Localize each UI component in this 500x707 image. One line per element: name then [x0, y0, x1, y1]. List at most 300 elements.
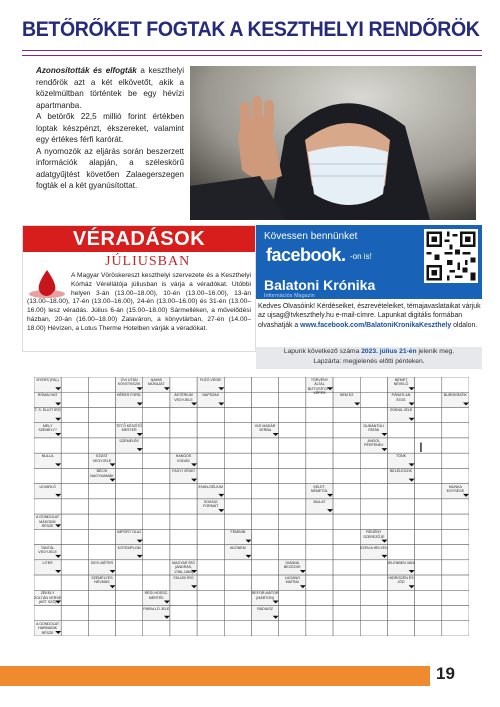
- answer-cell[interactable]: [252, 529, 279, 544]
- answer-cell[interactable]: [61, 453, 88, 468]
- answer-cell[interactable]: [34, 438, 61, 453]
- crossword-clue: FLÉÓ VÉGE!: [200, 378, 222, 382]
- answer-cell[interactable]: [116, 484, 143, 499]
- answer-cell[interactable]: [170, 484, 197, 499]
- answer-cell[interactable]: [34, 575, 61, 590]
- crossword-clue: VIZI MADÁR VERBA: [254, 423, 276, 433]
- answer-cell[interactable]: [61, 392, 88, 407]
- answer-cell[interactable]: [197, 453, 224, 468]
- crossword-clue: LUGANO MATRAI: [284, 576, 300, 585]
- answer-cell[interactable]: [143, 499, 170, 514]
- page-headline: BETŐRŐKET FOGTAK A KESZTHELYI RENDŐRÖK: [22, 18, 480, 41]
- answer-cell[interactable]: [442, 575, 469, 590]
- answer-cell[interactable]: [61, 590, 88, 605]
- answer-cell[interactable]: [88, 438, 115, 453]
- article-paragraph-3: A nyomozók az eljárás során beszerzett információk alapján, a széleskörű adatgyűjtést követően Zalaegerszegen fogták el a két gyanúsítottat.: [36, 146, 184, 190]
- answer-cell[interactable]: [442, 423, 469, 438]
- answer-cell[interactable]: [442, 438, 469, 453]
- answer-cell[interactable]: [197, 590, 224, 605]
- answer-cell[interactable]: [197, 606, 224, 621]
- headline-rule-bottom: [22, 55, 482, 56]
- facebook-link[interactable]: www.facebook.com/BalatoniKronikaKeszthely: [300, 321, 452, 329]
- crossword-clue: BÉCSI NAGYMAMÁK: [90, 469, 114, 478]
- crossword-clue: RÓMAI HAT: [37, 393, 58, 398]
- answer-cell[interactable]: [442, 377, 469, 392]
- answer-cell[interactable]: [442, 606, 469, 621]
- answer-cell[interactable]: [306, 438, 333, 453]
- answer-cell[interactable]: [143, 407, 170, 422]
- answer-cell[interactable]: [415, 377, 442, 392]
- answer-cell[interactable]: [360, 560, 387, 575]
- answer-cell[interactable]: [387, 590, 414, 605]
- crossword-clue: HANGOS KODÁS: [175, 454, 192, 463]
- answer-cell[interactable]: [116, 560, 143, 575]
- answer-cell[interactable]: [333, 545, 360, 560]
- answer-cell[interactable]: [279, 484, 306, 499]
- answer-cell[interactable]: [306, 560, 333, 575]
- crossword-clue: LITER: [42, 560, 53, 565]
- crossword-clue: HAMIS MŰSAJÁT: [147, 378, 165, 387]
- answer-cell[interactable]: [387, 545, 414, 560]
- answer-cell[interactable]: [333, 484, 360, 499]
- facebook-follow-text: Kövessen bennünket: [264, 231, 358, 242]
- answer-cell[interactable]: [143, 453, 170, 468]
- answer-cell[interactable]: [197, 438, 224, 453]
- answer-cell[interactable]: [88, 484, 115, 499]
- answer-cell[interactable]: [387, 484, 414, 499]
- answer-cell[interactable]: [333, 377, 360, 392]
- answer-cell[interactable]: [197, 514, 224, 529]
- crossword-clue: TÖNK: [396, 454, 407, 459]
- crossword-clue: NULLA: [41, 454, 54, 459]
- text-cursor-icon: I: [419, 439, 423, 455]
- answer-cell[interactable]: [279, 392, 306, 407]
- crossword-clue: KÖTEMPLOM: [117, 545, 141, 550]
- answer-cell[interactable]: [442, 529, 469, 544]
- answer-cell[interactable]: [224, 377, 251, 392]
- answer-cell[interactable]: [143, 560, 170, 575]
- answer-cell[interactable]: [279, 606, 306, 621]
- crossword-clue: DIANNA BECÉZVE: [283, 560, 301, 570]
- answer-cell[interactable]: [197, 560, 224, 575]
- answer-cell[interactable]: [252, 499, 279, 514]
- answer-cell[interactable]: [61, 438, 88, 453]
- page-number: 19: [436, 664, 455, 683]
- answer-cell[interactable]: [116, 514, 143, 529]
- crossword-clue: MUNKA EGYSÉGE: [446, 484, 465, 494]
- crossword-clue: NYERS (FAL): [36, 378, 59, 382]
- crossword-clue: RÉGI HOSSZ-MÉRTÉK: [144, 591, 169, 600]
- answer-cell[interactable]: [34, 499, 61, 514]
- answer-cell[interactable]: [387, 529, 414, 544]
- answer-cell[interactable]: [224, 484, 251, 499]
- answer-cell[interactable]: [279, 377, 306, 392]
- next-issue-date: 2023. július 21-én: [361, 348, 417, 355]
- crossword-clue: FAGYI VÉGE!: [172, 469, 195, 474]
- crossword-clue: ANGOL PÉRFÉNEV: [364, 438, 384, 448]
- crossword-clue: RÁDIUSZ: [257, 606, 273, 611]
- answer-cell[interactable]: [306, 606, 333, 621]
- answer-cell[interactable]: [143, 468, 170, 483]
- answer-cell[interactable]: [224, 407, 251, 422]
- answer-cell[interactable]: [306, 590, 333, 605]
- answer-cell[interactable]: [306, 529, 333, 544]
- answer-cell[interactable]: [360, 392, 387, 407]
- answer-cell[interactable]: [170, 499, 197, 514]
- answer-cell[interactable]: [279, 438, 306, 453]
- answer-cell[interactable]: [116, 499, 143, 514]
- answer-cell[interactable]: [333, 560, 360, 575]
- answer-cell[interactable]: [252, 560, 279, 575]
- answer-cell[interactable]: [224, 575, 251, 590]
- crossword-clue: DUNÁNTÚLI PATAK: [363, 423, 385, 433]
- answer-cell[interactable]: [224, 438, 251, 453]
- answer-cell[interactable]: [279, 407, 306, 422]
- answer-cell[interactable]: [197, 621, 224, 636]
- answer-cell[interactable]: [442, 560, 469, 575]
- answer-cell[interactable]: [143, 514, 170, 529]
- crossword-clue: EZÜST VEGYJELE: [92, 454, 112, 463]
- answer-cell[interactable]: [116, 453, 143, 468]
- answer-cell[interactable]: [333, 590, 360, 605]
- answer-cell[interactable]: [333, 438, 360, 453]
- answer-cell[interactable]: [333, 499, 360, 514]
- answer-cell[interactable]: [333, 423, 360, 438]
- facebook-text-2: oldalon.: [453, 321, 478, 329]
- answer-cell[interactable]: [252, 438, 279, 453]
- answer-cell[interactable]: [279, 468, 306, 483]
- answer-cell[interactable]: [143, 484, 170, 499]
- answer-cell[interactable]: [387, 423, 414, 438]
- crossword-clue: TETŐ KÉSZÍTŐ MESTER: [116, 423, 143, 433]
- crossword-clue: HIDROGÉN ÉS JÓD: [388, 576, 414, 585]
- facebook-info-text: [258, 302, 482, 330]
- answer-cell[interactable]: [415, 606, 442, 621]
- crossword-clue: MULAT: [313, 499, 326, 504]
- answer-cell[interactable]: [415, 453, 442, 468]
- crossword-clue: ZOKNIL JELE: [389, 408, 413, 413]
- answer-cell[interactable]: [360, 453, 387, 468]
- answer-cell[interactable]: [170, 545, 197, 560]
- answer-cell[interactable]: [415, 560, 442, 575]
- answer-cell[interactable]: [197, 468, 224, 483]
- answer-cell[interactable]: [88, 545, 115, 560]
- answer-cell[interactable]: [306, 453, 333, 468]
- answer-cell[interactable]: [34, 529, 61, 544]
- answer-cell[interactable]: [442, 621, 469, 636]
- answer-cell[interactable]: [88, 529, 115, 544]
- crossword-clue: REGÉNY SZEREZŐJE: [363, 530, 385, 539]
- crossword-clue: ÜZEMELÉK: [119, 438, 139, 443]
- veradas-title: VÉRADÁSOK: [23, 226, 255, 252]
- answer-cell[interactable]: [306, 423, 333, 438]
- answer-cell[interactable]: [197, 423, 224, 438]
- next-issue-post: jelenik meg.: [418, 348, 455, 355]
- answer-cell[interactable]: [360, 606, 387, 621]
- answer-cell[interactable]: [252, 468, 279, 483]
- crossword-clue: A GONDOLAT HARMADIK RÉSZE: [36, 621, 60, 635]
- answer-cell[interactable]: [279, 529, 306, 544]
- answer-cell[interactable]: [415, 621, 442, 636]
- answer-cell[interactable]: [387, 621, 414, 636]
- crossword-clue: SOKÁIG FORMÁT: [203, 499, 219, 509]
- crossword-clue: DEYI-MÉTER: [90, 560, 114, 565]
- answer-cell[interactable]: [252, 392, 279, 407]
- veradas-body: [27, 272, 251, 334]
- answer-cell[interactable]: [170, 423, 197, 438]
- answer-cell[interactable]: [116, 407, 143, 422]
- next-issue-pre: Lapunk következő száma: [283, 348, 360, 355]
- magazine-title: Balatoni Krónika: [264, 277, 376, 293]
- answer-cell[interactable]: [88, 377, 115, 392]
- answer-cell[interactable]: [333, 529, 360, 544]
- answer-cell[interactable]: [34, 468, 61, 483]
- answer-cell[interactable]: [279, 545, 306, 560]
- answer-cell[interactable]: [143, 621, 170, 636]
- crossword-clue: LEVARLÓ: [39, 484, 56, 489]
- answer-cell[interactable]: [224, 453, 251, 468]
- answer-cell[interactable]: [88, 423, 115, 438]
- answer-cell[interactable]: [116, 606, 143, 621]
- answer-cell[interactable]: [279, 453, 306, 468]
- answer-cell[interactable]: [61, 606, 88, 621]
- answer-cell[interactable]: [224, 514, 251, 529]
- answer-cell[interactable]: [170, 407, 197, 422]
- crossword-clue: T. S. ELIOT ÍRÓ: [34, 408, 61, 413]
- answer-cell[interactable]: [415, 529, 442, 544]
- crossword-clue: TÖRVÉNY ÁLTAL BIZTOSÍTOTT KÉPES: [307, 378, 332, 396]
- answer-cell[interactable]: [170, 377, 197, 392]
- answer-cell[interactable]: [360, 499, 387, 514]
- magazine-subtitle: Információs Magazin: [264, 293, 315, 299]
- veradas-text: A Magyar Vöröskereszt keszthelyi szervezete és a Keszthelyi Kórház Vérellátója júliusban is várja a véradókat. Utóbbi helyen 3-án (13.00–18.00), 10-én (13.00–16.00), 13-án (13.00–18.00), 17-én (13.00–16.00), 24-én (13.00–16.00) és 31-én (13.00–16.00) lesz véradás. Július 6-án (15.00–18.00) Sármelléken, a művelődési házban, 20-án (16.00–18.00) Zalaváron, a könyvtárban, 27-én (14.00–18.00) Hévízen, a Lotus Therme Hotelben várják a véradókat.: [27, 272, 251, 332]
- answer-cell[interactable]: [224, 499, 251, 514]
- answer-cell[interactable]: [252, 545, 279, 560]
- answer-cell[interactable]: [387, 606, 414, 621]
- answer-cell[interactable]: [306, 545, 333, 560]
- answer-cell[interactable]: [279, 499, 306, 514]
- answer-cell[interactable]: [61, 529, 88, 544]
- answer-cell[interactable]: [306, 621, 333, 636]
- answer-cell[interactable]: [116, 621, 143, 636]
- answer-cell[interactable]: [415, 590, 442, 605]
- answer-cell[interactable]: [387, 514, 414, 529]
- blood-drop-icon: [27, 268, 67, 298]
- answer-cell[interactable]: [306, 468, 333, 483]
- answer-cell[interactable]: [61, 499, 88, 514]
- answer-cell[interactable]: [143, 423, 170, 438]
- facebook-banner: [256, 225, 482, 299]
- answer-cell[interactable]: [415, 484, 442, 499]
- answer-cell[interactable]: [170, 590, 197, 605]
- answer-cell[interactable]: [88, 621, 115, 636]
- answer-cell[interactable]: [88, 407, 115, 422]
- answer-cell[interactable]: [252, 484, 279, 499]
- answer-cell[interactable]: [333, 407, 360, 422]
- answer-cell[interactable]: [442, 545, 469, 560]
- answer-cell[interactable]: [387, 499, 414, 514]
- answer-cell[interactable]: [116, 575, 143, 590]
- answer-cell[interactable]: [61, 407, 88, 422]
- crossword-clue: ADÓNEM: [230, 545, 246, 550]
- answer-cell[interactable]: [197, 407, 224, 422]
- answer-cell[interactable]: [88, 514, 115, 529]
- answer-cell[interactable]: [61, 377, 88, 392]
- answer-cell[interactable]: [143, 529, 170, 544]
- next-issue-deadline: Lapzárta: megjelenés előtti pénteken.: [313, 357, 425, 365]
- answer-cell[interactable]: [61, 621, 88, 636]
- answer-cell[interactable]: [224, 621, 251, 636]
- answer-cell[interactable]: [360, 590, 387, 605]
- article-paragraph-1: a keszthelyi rendőrök azt a két elkövetőt, akik a közelmúltban történtek be egy hévízi apartmanba.: [36, 66, 184, 110]
- answer-cell[interactable]: [197, 529, 224, 544]
- crossword-clue: IMPORT OLAJ: [117, 530, 142, 535]
- crossword: [34, 377, 469, 636]
- answer-cell[interactable]: [88, 392, 115, 407]
- answer-cell[interactable]: [306, 514, 333, 529]
- answer-cell[interactable]: [442, 514, 469, 529]
- facebook-onis-text: -on is!: [350, 252, 372, 261]
- answer-cell[interactable]: [360, 575, 387, 590]
- answer-cell[interactable]: [387, 438, 414, 453]
- answer-cell[interactable]: [360, 468, 387, 483]
- answer-cell[interactable]: [442, 468, 469, 483]
- answer-cell[interactable]: [415, 392, 442, 407]
- answer-cell[interactable]: [415, 545, 442, 560]
- answer-cell[interactable]: [143, 545, 170, 560]
- qr-code-icon[interactable]: [424, 229, 478, 283]
- answer-cell[interactable]: [360, 407, 387, 422]
- crossword-clue: ÁKTÉRIUM VEGYJELE: [174, 393, 193, 402]
- answer-cell[interactable]: [61, 468, 88, 483]
- footer-bar: [0, 666, 430, 686]
- answer-cell[interactable]: [306, 575, 333, 590]
- answer-cell[interactable]: [415, 514, 442, 529]
- answer-cell[interactable]: [279, 514, 306, 529]
- answer-cell[interactable]: [252, 453, 279, 468]
- answer-cell[interactable]: [143, 575, 170, 590]
- answer-cell[interactable]: [61, 545, 88, 560]
- answer-cell[interactable]: [252, 377, 279, 392]
- answer-cell[interactable]: [442, 499, 469, 514]
- answer-cell[interactable]: [143, 392, 170, 407]
- answer-cell[interactable]: [224, 423, 251, 438]
- answer-cell[interactable]: [170, 529, 197, 544]
- crossword-clue: EVAN-GÉLIUM: [198, 484, 223, 489]
- crossword-clue: BUROKRATIK: [443, 393, 467, 398]
- facebook-logo: facebook.: [266, 245, 346, 265]
- answer-cell[interactable]: [170, 621, 197, 636]
- answer-cell[interactable]: [116, 590, 143, 605]
- answer-cell[interactable]: [88, 590, 115, 605]
- answer-cell[interactable]: [170, 514, 197, 529]
- answer-cell[interactable]: [252, 575, 279, 590]
- answer-cell[interactable]: [252, 621, 279, 636]
- crossword-clue: TANTÁL VEGYJELE: [38, 545, 57, 554]
- crossword-clue: SZEMÉLYES NÉVMÁS: [91, 576, 113, 585]
- veradas-box: [22, 225, 256, 352]
- veradas-subtitle: JÚLIUSBAN: [105, 254, 191, 269]
- answer-cell[interactable]: [116, 468, 143, 483]
- next-issue-box: [256, 347, 482, 369]
- answer-cell[interactable]: [143, 438, 170, 453]
- answer-cell[interactable]: [252, 407, 279, 422]
- answer-cell[interactable]: [224, 468, 251, 483]
- answer-cell[interactable]: [333, 514, 360, 529]
- answer-cell[interactable]: [224, 392, 251, 407]
- crossword-clue: MELY SZEMÉLY?: [38, 423, 57, 433]
- answer-cell[interactable]: [170, 438, 197, 453]
- answer-cell[interactable]: [333, 468, 360, 483]
- answer-cell[interactable]: [61, 484, 88, 499]
- answer-cell[interactable]: [415, 499, 442, 514]
- answer-cell[interactable]: [197, 575, 224, 590]
- crossword-clue: FALUDI ÍRÓ: [173, 576, 194, 581]
- crossword-clue: FEMININ: [230, 530, 246, 535]
- answer-cell[interactable]: [170, 606, 197, 621]
- answer-cell[interactable]: [61, 560, 88, 575]
- answer-cell[interactable]: [360, 514, 387, 529]
- answer-cell[interactable]: [333, 575, 360, 590]
- answer-cell[interactable]: [442, 590, 469, 605]
- answer-cell[interactable]: [442, 453, 469, 468]
- crossword-clue: NAPSZAK: [202, 393, 220, 398]
- crossword-clue: ÓVI UTÁN KÖVETKEZIK: [117, 378, 141, 387]
- answer-cell[interactable]: [224, 560, 251, 575]
- crossword-clue: NEM EZ: [339, 393, 354, 398]
- answer-cell[interactable]: [279, 590, 306, 605]
- answer-cell[interactable]: [88, 606, 115, 621]
- answer-cell[interactable]: [306, 407, 333, 422]
- answer-cell[interactable]: [61, 514, 88, 529]
- answer-cell[interactable]: [34, 606, 61, 621]
- answer-cell[interactable]: [61, 575, 88, 590]
- answer-cell[interactable]: [88, 499, 115, 514]
- answer-cell[interactable]: [415, 468, 442, 483]
- answer-cell[interactable]: [333, 606, 360, 621]
- answer-cell[interactable]: [224, 590, 251, 605]
- crossword-clue: KELET, NÉMETÜL: [310, 484, 329, 494]
- answer-cell[interactable]: [415, 575, 442, 590]
- answer-cell[interactable]: [197, 545, 224, 560]
- answer-cell[interactable]: [279, 621, 306, 636]
- crossword-clue: JELENBEN VAN!: [387, 560, 415, 565]
- crossword-clue: MAGYAR ÍRÓ (ANDRÁS, 1786–1864): [172, 560, 195, 574]
- answer-cell[interactable]: [415, 423, 442, 438]
- answer-cell[interactable]: [442, 407, 469, 422]
- answer-cell[interactable]: [252, 514, 279, 529]
- facebook-text-1: Kedves Olvasóink! Kérdéseiket, észrevételeiket, témajavaslataikat várjuk az ujsag@tvkeszthely.hu e-mail-címre. Lapunkat digitális formában olvashatják a: [258, 303, 481, 329]
- answer-cell[interactable]: [360, 484, 387, 499]
- answer-cell[interactable]: [333, 621, 360, 636]
- crossword-clue: HÉRES FORD.: [116, 393, 142, 398]
- answer-cell[interactable]: [224, 606, 251, 621]
- answer-cell[interactable]: [360, 377, 387, 392]
- answer-cell[interactable]: [333, 453, 360, 468]
- crossword-clue: PÁRATLAN ÉGIG: [391, 393, 411, 402]
- answer-cell[interactable]: [61, 423, 88, 438]
- crossword-clue: BELÉLEGZIK: [390, 469, 413, 474]
- answer-cell[interactable]: [415, 407, 442, 422]
- article-text: [36, 65, 184, 192]
- crossword-clue: PARALLÓ JELE: [143, 606, 170, 611]
- crossword-clue: EZEN A HELYEN: [359, 545, 388, 550]
- crossword-clue: A GONDOLAT MÁSODIK RÉSZE: [36, 515, 60, 528]
- article-photo: [190, 66, 476, 220]
- answer-cell[interactable]: [360, 621, 387, 636]
- crossword-clue: NÉMET NÉVELŐ: [393, 378, 409, 387]
- answer-cell[interactable]: [279, 423, 306, 438]
